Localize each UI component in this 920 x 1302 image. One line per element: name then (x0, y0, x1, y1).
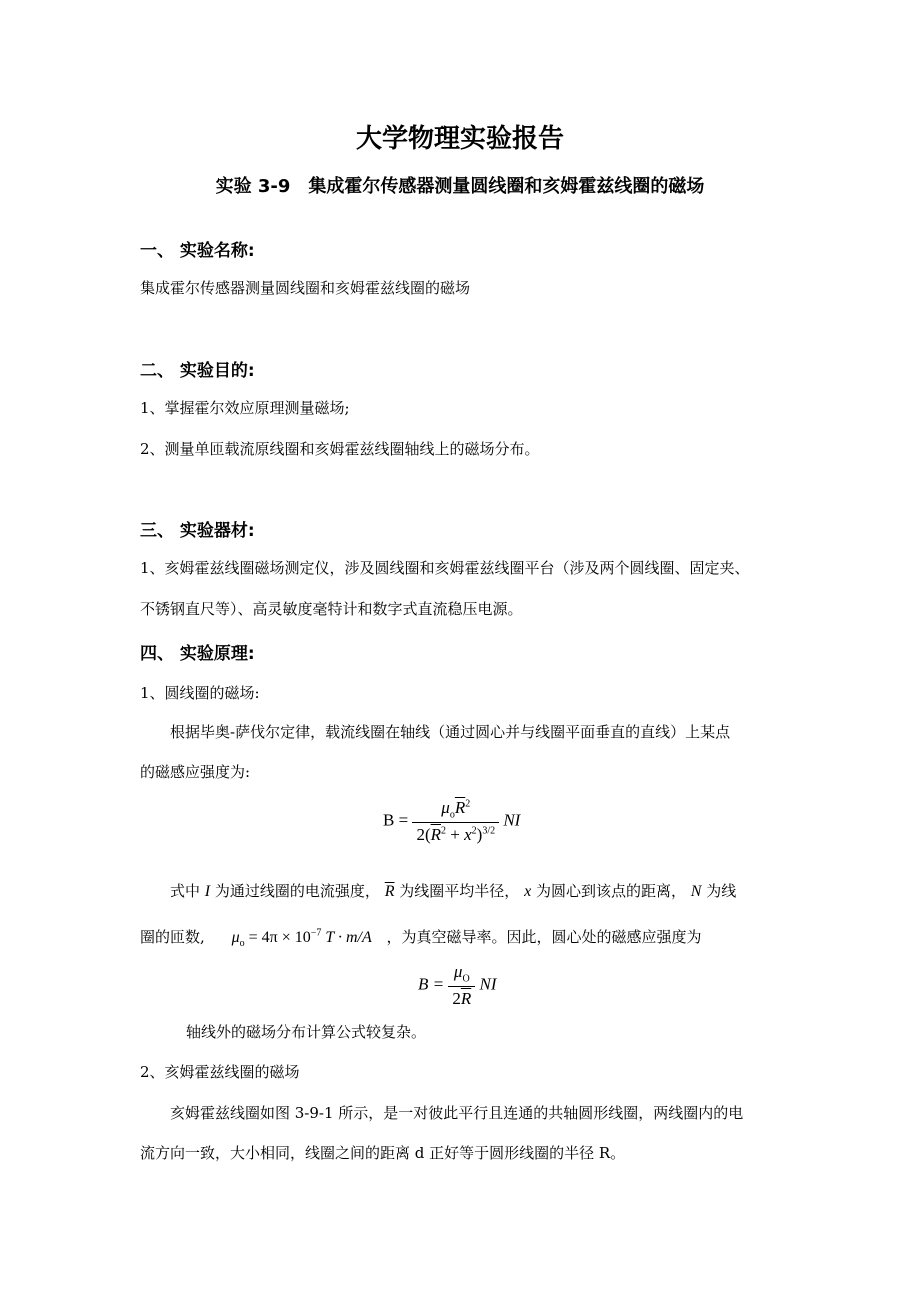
principle-paragraph-1-line-2: 的磁感应强度为: (140, 763, 251, 781)
section-heading-purpose: 二、 实验目的: (140, 361, 255, 381)
principle-paragraph-2-line-2: 圈的匝数, $\mu_o = 4\pi \times 10^{-7}$ T · m/A ，为真空磁导率。因此，圆心处的磁感应强度为 (140, 927, 702, 950)
principle-paragraph-4-line-1: 亥姆霍兹线圈如图 3-9-1 所示，是一对彼此平行且连通的共轴圆形线圈，两线圈内的电 (170, 1104, 744, 1122)
equation-center-field (418, 962, 497, 1009)
experiment-subtitle: 实验 3-9 集成霍尔传感器测量圆线圈和亥姆霍兹线圈的磁场 (215, 176, 705, 197)
equation2-rhs: NI (479, 974, 497, 994)
equation-rhs: NI (503, 810, 521, 830)
experiment-name-text: 集成霍尔传感器测量圆线圈和亥姆霍兹线圈的磁场 (140, 279, 471, 297)
equation-lhs: B = (383, 810, 409, 830)
equation-fraction (412, 798, 499, 845)
principle-paragraph-2-line-1: 式中 I 为通过线圈的电流强度， $\overline{R}$ 为线圈平均半径， x 为圆心到该点的距离， N 为线 (170, 882, 737, 900)
principle-paragraph-1-line-1: 根据毕奥-萨伐尔定律，载流线圈在轴线（通过圆心并与线圈平面垂直的直线）上某点 (170, 723, 731, 741)
equation2-lhs: B = (418, 974, 445, 994)
section-heading-name: 一、 实验名称: (140, 241, 255, 261)
report-title: 大学物理实验报告 (355, 124, 564, 154)
equation-numerator: $\mu_o\overline{R}^2$ (412, 798, 499, 823)
equation-axis-field (383, 798, 520, 845)
section-heading-equipment: 三、 实验器材: (140, 521, 255, 541)
equipment-line-1: 1、亥姆霍兹线圈磁场测定仪，涉及圆线圈和亥姆霍兹线圈平台（涉及两个圆线圈、固定夹、 (140, 559, 750, 577)
principle-subheading-1: 1、圆线圈的磁场: (140, 684, 260, 702)
principle-paragraph-4-line-2: 流方向一致，大小相同，线圈之间的距离 d 正好等于圆形线圈的半径 R。 (140, 1144, 626, 1162)
vacuum-permeability-formula: $\mu_o = 4\pi \times 10^{-7}$ T · m/A (231, 927, 372, 950)
equation-denominator: $2(\overline{R}^2 + x^2)^{3/2}$ (416, 825, 496, 845)
purpose-item-1: 1、掌握霍尔效应原理测量磁场; (140, 399, 350, 417)
equipment-line-2: 不锈钢直尺等）、高灵敏度毫特计和数字式直流稳压电源。 (140, 600, 523, 618)
principle-paragraph-3: 轴线外的磁场分布计算公式较复杂。 (186, 1023, 427, 1041)
purpose-item-2: 2、测量单匝载流原线圈和亥姆霍兹线圈轴线上的磁场分布。 (140, 440, 540, 458)
equation2-fraction: $\frac{\mu_O}{2\overline{R}}$ (448, 962, 475, 1009)
principle-subheading-2: 2、亥姆霍兹线圈的磁场 (140, 1063, 300, 1081)
section-heading-principle: 四、 实验原理: (140, 644, 255, 664)
